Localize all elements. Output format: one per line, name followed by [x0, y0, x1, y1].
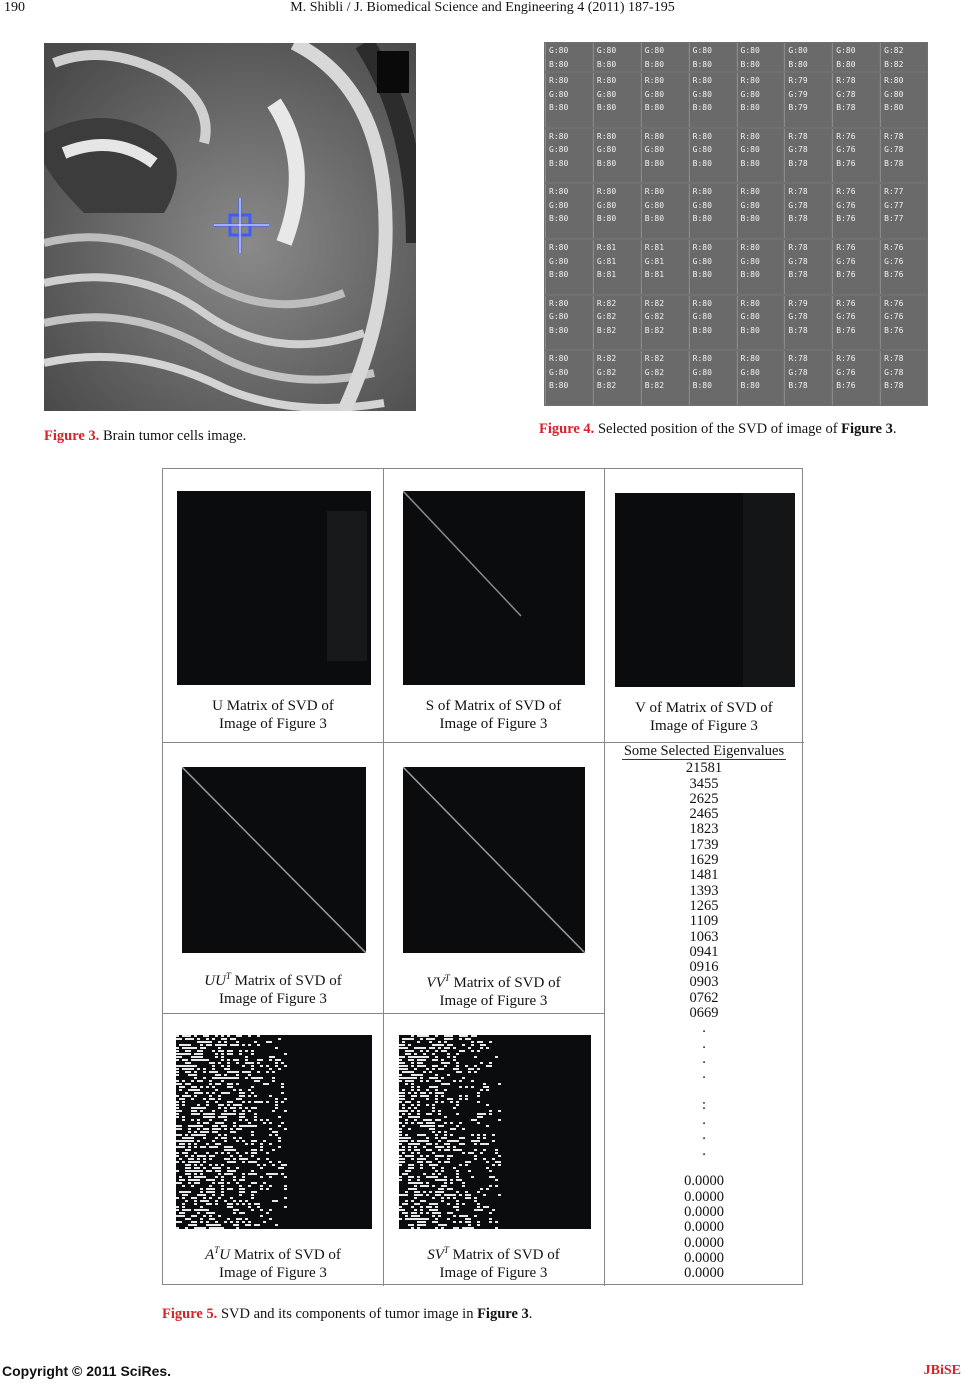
eigenvalue: .	[702, 1142, 706, 1159]
pixel-cell: R:80 G:80 B:80	[545, 184, 592, 238]
figure5-caption	[162, 1306, 532, 1323]
pixel-cell-header: G:80 B:80	[784, 43, 831, 71]
eigenvalue: 1063	[689, 928, 719, 945]
figure4-ref: Figure 3	[841, 421, 893, 437]
eigenvalue	[606, 1083, 802, 1098]
eigenvalue: 1393	[689, 882, 719, 899]
table-divider	[604, 469, 605, 1286]
eigenvalue-title: Some Selected Eigenvalues	[623, 743, 785, 759]
pixel-cell: R:80 G:80 B:80	[545, 240, 592, 294]
pixel-cell: R:79 G:78 B:78	[784, 296, 831, 350]
figure4-caption-text: Selected position of the SVD of image of	[597, 421, 838, 437]
pixel-cell: R:78 G:78 B:78	[784, 184, 831, 238]
pixel-cell: R:80 G:80 B:80	[545, 351, 592, 405]
pixel-cell-header: G:80 B:80	[737, 43, 784, 71]
atu-matrix-image	[176, 1035, 372, 1229]
pixel-cell-header: G:80 B:80	[593, 43, 640, 71]
pixel-cell: R:80 G:80 B:80	[545, 296, 592, 350]
pixel-cell: R:78 G:78 B:78	[880, 351, 927, 405]
eigenvalue: 1823	[689, 821, 719, 838]
pixel-cell: R:80 G:80 B:80	[737, 73, 784, 127]
pixel-cell: R:77 G:77 B:77	[880, 184, 927, 238]
pixel-cell: R:82 G:82 B:82	[641, 296, 688, 350]
uut-matrix-caption: $UU^T$ Matrix of SVD of Image of Figure 3	[204, 971, 342, 1007]
pixel-value-grid	[544, 42, 928, 406]
page-number: 190	[4, 0, 25, 15]
pixel-cell: R:82 G:82 B:82	[593, 296, 640, 350]
pixel-cell: R:80 G:80 B:80	[593, 184, 640, 238]
figure5-caption-text: SVD and its components of tumor image in	[220, 1306, 474, 1322]
eigenvalue: 2625	[689, 790, 719, 807]
u-matrix-image	[177, 491, 371, 685]
brain-tumor-image	[44, 43, 416, 411]
pixel-cell: R:78 G:78 B:78	[784, 129, 831, 183]
u-matrix-caption: U Matrix of SVD of Image of Figure 3	[212, 698, 334, 732]
eigenvalue: 21581	[685, 760, 723, 777]
eigenvalue: 1739	[689, 836, 719, 853]
pixel-cell: R:80 G:80 B:80	[689, 240, 736, 294]
eigenvalue-list	[606, 744, 802, 1281]
uut-matrix-image	[182, 767, 366, 953]
pixel-cell: R:80 G:80 B:80	[689, 351, 736, 405]
eigenvalue: 2465	[689, 806, 719, 823]
pixel-cell: R:80 G:80 B:80	[689, 296, 736, 350]
figure5-end: .	[528, 1306, 533, 1322]
eigenvalue: 0.0000	[684, 1173, 724, 1190]
copyright: Copyright © 2011 SciRes.	[2, 1363, 172, 1379]
pixel-cell-header: G:82 B:82	[880, 43, 927, 71]
figure3-caption-text: Brain tumor cells image.	[102, 428, 247, 444]
eigenvalue: 3455	[689, 775, 719, 792]
pixel-cell: R:81 G:81 B:81	[593, 240, 640, 294]
atu-matrix-caption: $A^TU$ Matrix of SVD of Image of Figure 3	[205, 1245, 341, 1281]
pixel-cell: R:76 G:76 B:76	[832, 129, 879, 183]
pixel-cell: R:80 G:80 B:80	[593, 129, 640, 183]
eigenvalue: 0903	[689, 974, 719, 991]
pixel-cell: R:76 G:76 B:76	[832, 184, 879, 238]
pixel-cell: R:76 G:76 B:76	[880, 240, 927, 294]
pixel-cell: R:80 G:80 B:80	[689, 129, 736, 183]
eigenvalue: .	[702, 1035, 706, 1052]
pixel-cell: R:76 G:76 B:76	[880, 296, 927, 350]
pixel-cell-header: G:80 B:80	[545, 43, 592, 71]
eigenvalue: .	[702, 1066, 706, 1083]
table-divider	[163, 1013, 604, 1014]
eigenvalue: 1629	[689, 852, 719, 869]
svt-matrix-image	[399, 1035, 591, 1229]
s-matrix-caption: S of Matrix of SVD of Image of Figure 3	[425, 698, 562, 732]
eigenvalue: :	[701, 1096, 707, 1113]
eigenvalue: 0916	[689, 959, 719, 976]
eigenvalue: 0.0000	[684, 1234, 724, 1251]
pixel-cell: R:76 G:76 B:76	[832, 351, 879, 405]
running-head: M. Shibli / J. Biomedical Science and Engineering 4 (2011) 187-195	[290, 0, 675, 15]
pixel-cell-header: G:80 B:80	[641, 43, 688, 71]
pixel-cell: R:76 G:76 B:76	[832, 240, 879, 294]
pixel-cell: R:80 G:80 B:80	[737, 129, 784, 183]
pixel-cell: R:80 G:80 B:80	[689, 184, 736, 238]
pixel-cell: R:80 G:80 B:80	[641, 184, 688, 238]
figure4-caption	[539, 421, 896, 438]
svt-matrix-caption: $SV^T$ Matrix of SVD of Image of Figure 3	[427, 1245, 560, 1281]
eigenvalue: 0.0000	[684, 1249, 724, 1266]
figure3-caption	[44, 428, 246, 445]
pixel-cell: R:81 G:81 B:81	[641, 240, 688, 294]
pixel-cell: R:80 G:80 B:80	[641, 73, 688, 127]
pixel-cell: R:82 G:82 B:82	[641, 351, 688, 405]
eigenvalue: .	[702, 1020, 706, 1037]
pixel-cell: R:80 G:80 B:80	[689, 73, 736, 127]
pixel-cell: R:80 G:80 B:80	[545, 129, 592, 183]
vvt-matrix-caption: $VV^T$ Matrix of SVD of Image of Figure 3	[426, 973, 561, 1009]
pixel-cell: R:79 G:79 B:79	[784, 73, 831, 127]
eigenvalue: 0762	[689, 989, 719, 1006]
pixel-cell-header: G:80 B:80	[832, 43, 879, 71]
pixel-cell: R:78 G:78 B:78	[784, 240, 831, 294]
pixel-cell-header: G:80 B:80	[689, 43, 736, 71]
eigenvalue: .	[702, 1112, 706, 1129]
pixel-cell: R:80 G:80 B:80	[545, 73, 592, 127]
pixel-cell: R:80 G:80 B:80	[737, 351, 784, 405]
pixel-cell: R:80 G:80 B:80	[737, 240, 784, 294]
eigenvalue: 1109	[689, 913, 719, 930]
pixel-cell: R:80 G:80 B:80	[641, 129, 688, 183]
v-matrix-image	[615, 493, 795, 687]
figure5-label: Figure 5.	[162, 1306, 218, 1322]
figure3-label: Figure 3.	[44, 428, 100, 444]
pixel-cell: R:80 G:80 B:80	[737, 296, 784, 350]
figure5-ref: Figure 3	[477, 1306, 529, 1322]
pixel-cell: R:82 G:82 B:82	[593, 351, 640, 405]
eigenvalue: 0.0000	[684, 1219, 724, 1236]
eigenvalue: 0669	[689, 1005, 719, 1022]
eigenvalue: 0941	[689, 943, 719, 960]
pixel-cell: R:76 G:76 B:76	[832, 296, 879, 350]
table-divider	[383, 469, 384, 1286]
journal-abbrev: JBiSE	[923, 1363, 961, 1378]
figure4-label: Figure 4.	[539, 421, 595, 437]
s-matrix-image	[403, 491, 585, 685]
eigenvalue	[606, 1159, 802, 1174]
pixel-cell: R:80 G:80 B:80	[593, 73, 640, 127]
eigenvalue: 0.0000	[684, 1188, 724, 1205]
vvt-matrix-image	[403, 767, 585, 953]
eigenvalue: .	[702, 1050, 706, 1067]
pixel-cell: R:78 G:78 B:78	[880, 129, 927, 183]
figure4-end: .	[892, 421, 897, 437]
v-matrix-caption: V of Matrix of SVD of Image of Figure 3	[635, 700, 773, 734]
eigenvalue: 1481	[689, 867, 719, 884]
eigenvalue: .	[702, 1127, 706, 1144]
pixel-cell: R:78 G:78 B:78	[832, 73, 879, 127]
eigenvalue: 0.0000	[684, 1265, 724, 1282]
svd-table	[162, 468, 803, 1285]
pixel-cell: R:80 G:80 B:80	[737, 184, 784, 238]
pixel-cell: R:78 G:78 B:78	[784, 351, 831, 405]
eigenvalue: 1265	[689, 897, 719, 914]
pixel-cell: R:80 G:80 B:80	[880, 73, 927, 127]
eigenvalue: 0.0000	[684, 1203, 724, 1220]
